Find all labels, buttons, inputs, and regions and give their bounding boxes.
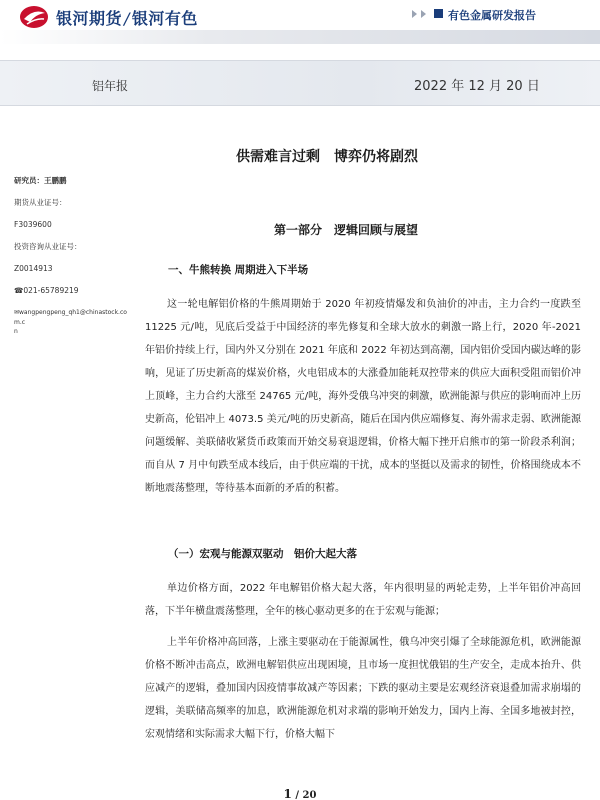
page-total: 20 xyxy=(302,790,317,800)
page-separator: / xyxy=(295,790,300,800)
sub-header xyxy=(0,60,600,106)
brand-main: 银河期货 xyxy=(56,9,123,28)
phone: ☎021-65789219 xyxy=(14,286,79,295)
paragraph-2: 单边价格方面，2022 年电解铝价格大起大落，年内很明显的两轮走势，上半年铝价冲高回落，下半年横盘震荡整理，全年的核心驱动更多的在于宏观与能源； xyxy=(145,583,581,617)
page-footer xyxy=(0,787,600,800)
report-tag: 有色金属研发报告 xyxy=(448,9,536,22)
paragraph-3: 上半年价格冲高回落，上涨主要驱动在于能源属性，俄乌冲突引爆了全球能源危机，欧洲能源价格不断冲击高点，欧洲电解铝供应出现困境，且市场一度担忧俄铝的生产安全，走成本抬升、供应减产的逻辑，叠加国内因疫情事故减产等因素；下跌的驱动主要是宏观经济衰退叠加需求崩塌的逻辑，美联储高频率的加息，欧洲能源危机对求端的影响开始发力，国内上海、全国多地被封控，宏观情绪和实际需求大幅下行，价格大幅下 xyxy=(145,637,581,740)
section-heading: 第一部分 逻辑回顾与展望 xyxy=(274,223,419,237)
page-header xyxy=(0,0,600,48)
heading-1: 一、牛熊转换 周期进入下半场 xyxy=(168,264,309,276)
heading-2: （一）宏观与能源双驱动 铝价大起大落 xyxy=(168,548,357,560)
advisor-number: Z0014913 xyxy=(14,264,53,273)
advisor-label: 投资咨询从业证号： xyxy=(14,242,82,251)
researcher: 研究员：王鹏鹏 xyxy=(14,176,67,185)
page-number: 1 xyxy=(283,787,292,800)
email[interactable]: ✉wangpengpeng_qh1@chinastock.com.c n xyxy=(14,309,127,336)
brand-slash: / xyxy=(124,9,130,28)
brand-name xyxy=(56,6,198,29)
author-sidebar xyxy=(14,176,144,350)
header-band xyxy=(0,30,600,44)
galaxy-logo-icon xyxy=(18,4,50,30)
brand-sub: 银河有色 xyxy=(131,9,198,28)
license-label: 期货从业证号： xyxy=(14,198,67,207)
paragraph-1: 这一轮电解铝价格的牛熊周期始于 2020 年初疫情爆发和负油价的冲击，主力合约一度跌至 11225 元/吨，见底后受益于中国经济的率先修复和全球大放水的刺激一路上行，2020 年-2021 年铝价持续上行，国内外又分别在 2021 年底和 2022 年初达到高潮，国内铝价受国内碳达峰的影响，见证了历史新高的煤炭价格，火电铝成本的大涨叠加能耗双控带来的供应大面积受阻而铝价冲上顶峰，主力合约大涨至 24765 元/吨，海外受俄乌冲突的刺激，欧洲能源与供应的影响而冲上历史新高，伦铝冲上 4073.5 美元/吨的历史新高，随后在国内供应端修复、海外需求走弱、欧洲能源问题缓解、美联储收紧货币政策而开始交易衰退逻辑，价格大幅下挫开启熊市的第一阶段杀利润；而自从 7 月中旬跌至成本线后，由于供应端的干扰，成本的坚挺以及需求的韧性，价格围绕成本不断地震荡整理，等待基本面新的矛盾的积蓄。 xyxy=(145,299,581,494)
report-type: 铝年报 xyxy=(92,79,129,93)
report-date: 2022 年 12 月 20 日 xyxy=(414,79,540,94)
report-title: 供需难言过剩 博弈仍将剧烈 xyxy=(236,149,418,165)
license-number: F3039600 xyxy=(14,220,52,229)
